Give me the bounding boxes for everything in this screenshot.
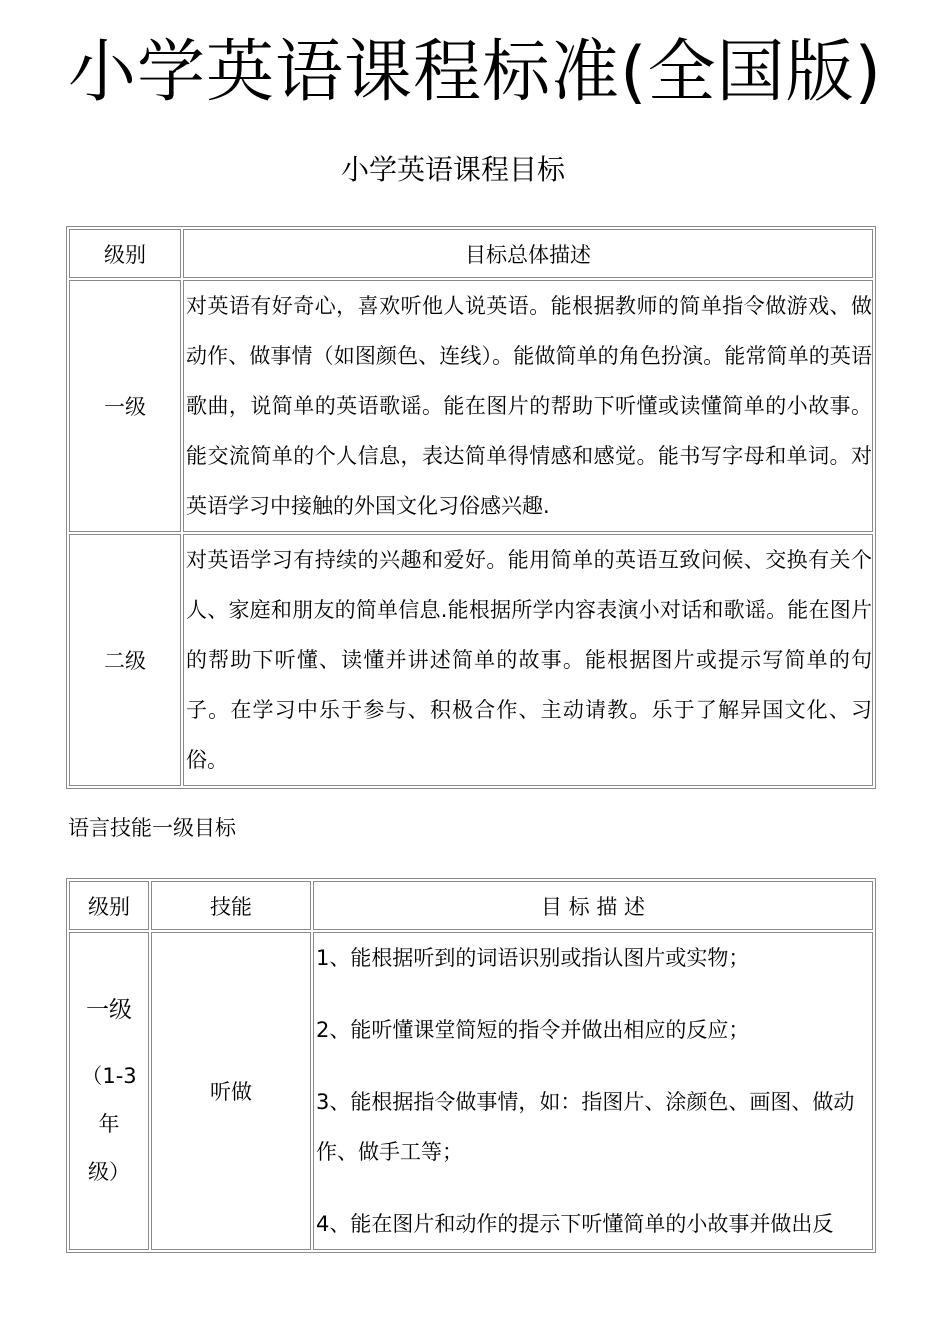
section-subtitle: 小学英语课程目标: [340, 153, 565, 186]
skills-goals-table: [66, 878, 876, 1253]
goals-cell: [313, 932, 873, 1250]
goal-item: 2、能听懂课堂简短的指令并做出相应的反应；: [316, 1018, 750, 1042]
goal-item: 3、能根据指令做事情，如：指图片、涂颜色、画图、做动作、做手工等；: [316, 1090, 855, 1164]
table-row: [69, 280, 873, 532]
level-name: 一级: [86, 997, 132, 1023]
grade-range-line2: 级）: [88, 1160, 130, 1184]
header-level: 级别: [69, 881, 149, 930]
description-cell: 对英语学习有持续的兴趣和爱好。能用简单的英语互致问候、交换有关个人、家庭和朋友的简单信息.能根据所学内容表演小对话和歌谣。能在图片的帮助下听懂、读懂并讲述简单的故事。能根据图片或提示写简单的句子。在学习中乐于参与、积极合作、主动请教。乐于了解异国文化、习俗。: [183, 534, 873, 786]
description-cell: 对英语有好奇心，喜欢听他人说英语。能根据教师的简单指令做游戏、做动作、做事情（如图颜色、连线）。能做简单的角色扮演。能常简单的英语歌曲，说简单的英语歌谣。能在图片的帮助下听懂或读懂简单的小故事。能交流简单的个人信息，表达简单得情感和感觉。能书写字母和单词。对英语学习中接触的外国文化习俗感兴趣.: [183, 280, 873, 532]
header-level: 级别: [69, 229, 181, 278]
level-cell: 二级: [69, 534, 181, 786]
course-goals-table: [66, 226, 876, 789]
table-row: [69, 932, 873, 1250]
grade-range-line1: （1-3 年: [81, 1064, 137, 1136]
document-title: 小学英语课程标准(全国版): [67, 33, 883, 112]
header-goal-description: 目 标 描 述: [313, 881, 873, 930]
goal-item: 4、能在图片和动作的提示下听懂简单的小故事并做出反: [316, 1212, 834, 1236]
header-skill: 技能: [151, 881, 311, 930]
goal-item: 1、能根据听到的词语识别或指认图片或实物；: [316, 946, 750, 970]
level-cell: [69, 932, 149, 1250]
level-cell: 一级: [69, 280, 181, 532]
skills-section-label: 语言技能一级目标: [68, 816, 236, 840]
skill-cell: 听做: [151, 932, 311, 1250]
table-row: [69, 534, 873, 786]
header-overall-description: 目标总体描述: [183, 229, 873, 278]
